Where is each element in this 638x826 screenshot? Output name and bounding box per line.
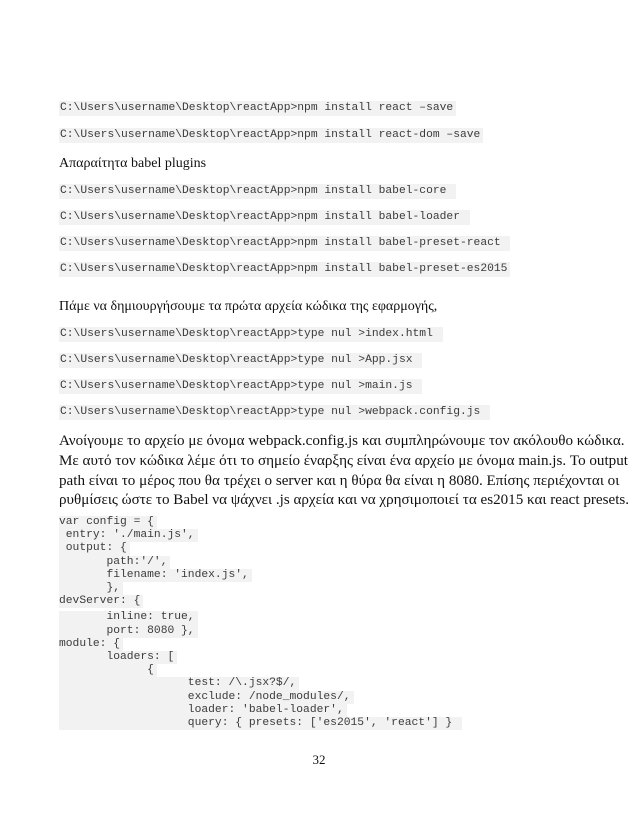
code-line: test: /\.jsx?$/, xyxy=(59,677,299,690)
code-line: port: 8080 }, xyxy=(59,625,198,638)
command-install-babel-core: C:\Users\username\Desktop\reactApp>npm install babel-core xyxy=(59,184,456,199)
code-line: loader: 'babel-loader', xyxy=(59,704,347,717)
code-line: query: { presets: ['es2015', 'react'] } xyxy=(59,717,462,730)
page-number: 32 xyxy=(312,752,326,767)
code-line: inline: true, xyxy=(59,611,198,624)
webpack-config-code-block xyxy=(59,516,459,730)
code-line: var config = { xyxy=(59,516,157,529)
code-line: module: { xyxy=(59,638,123,651)
command-install-babel-preset-react: C:\Users\username\Desktop\reactApp>npm install babel-preset-react xyxy=(59,236,510,251)
code-line: output: { xyxy=(59,542,130,555)
command-install-react-dom: C:\Users\username\Desktop\reactApp>npm install react-dom –save xyxy=(59,128,483,143)
code-line: exclude: /node_modules/, xyxy=(59,691,354,704)
babel-plugins-heading: Απαραίτητα babel plugins xyxy=(59,156,207,171)
code-line: path:'/', xyxy=(59,556,170,569)
command-install-babel-loader: C:\Users\username\Desktop\reactApp>npm install babel-loader xyxy=(59,210,470,225)
code-line: devServer: { xyxy=(59,595,143,608)
code-line: loaders: [ xyxy=(59,651,177,664)
code-line: }, xyxy=(59,582,123,595)
paragraph-line: path είναι το μέρος που θα τρέχει ο server και η θύρα θα είναι η 8080. Επίσης περιέχονται οι xyxy=(59,472,620,489)
command-create-webpack-config: C:\Users\username\Desktop\reactApp>type nul >webpack.config.js xyxy=(59,405,490,420)
paragraph-line: Ανοίγουμε το αρχείο με όνομα webpack.config.js και συμπληρώνουμε τον ακόλουθο κώδικα. xyxy=(59,433,625,449)
paragraph-line: ρυθμίσεις ώστε το Babel να ψάχνει .js αρχεία και να χρησιμοποιεί τα es2015 και react presets. xyxy=(59,492,630,509)
code-line: { xyxy=(59,664,157,677)
command-create-main-js: C:\Users\username\Desktop\reactApp>type nul >main.js xyxy=(59,379,422,394)
code-line: filename: 'index.js', xyxy=(59,569,252,582)
create-files-heading: Πάμε να δημιουργήσουμε τα πρώτα αρχεία κώδικα της εφαρμογής, xyxy=(59,299,438,314)
paragraph-line: Με αυτό τον κώδικα λέμε ότι το σημείο έναρξης είναι ένα αρχείο με όνομα main.js. Το output xyxy=(59,452,628,469)
command-create-index-html: C:\Users\username\Desktop\reactApp>type nul >index.html xyxy=(59,327,443,342)
webpack-description-paragraph xyxy=(59,432,630,511)
command-install-react: C:\Users\username\Desktop\reactApp>npm install react –save xyxy=(59,101,456,116)
command-install-babel-preset-es2015: C:\Users\username\Desktop\reactApp>npm install babel-preset-es2015 xyxy=(59,262,510,277)
command-create-app-jsx: C:\Users\username\Desktop\reactApp>type nul >App.jsx xyxy=(59,353,422,368)
code-line: entry: './main.js', xyxy=(59,529,198,542)
